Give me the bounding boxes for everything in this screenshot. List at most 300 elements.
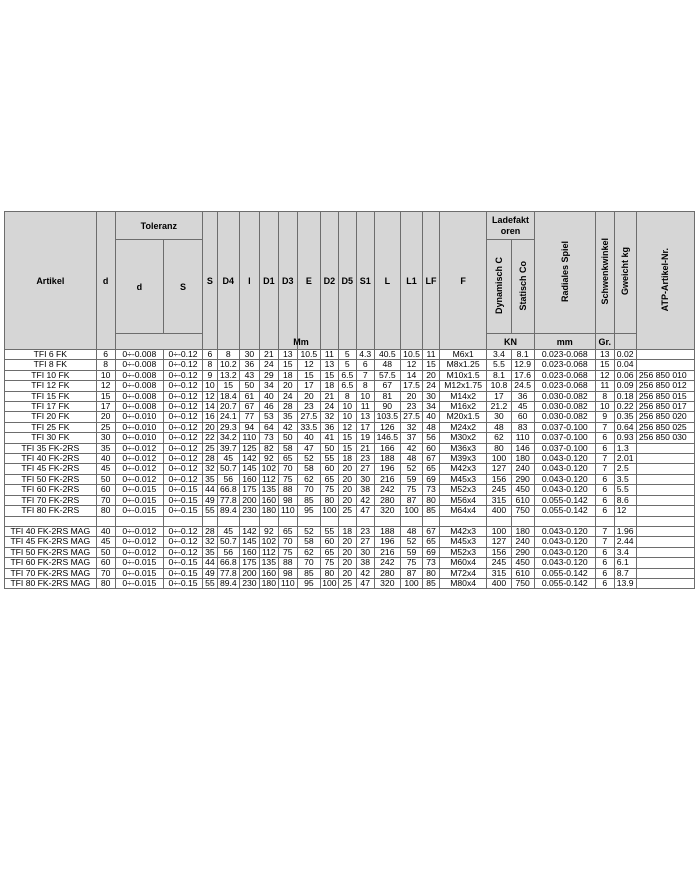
table-row (5, 391, 695, 401)
cell-d: 60 (96, 485, 115, 495)
cell-tol-d: 0÷-0.012 (115, 443, 163, 453)
cell-gewicht: 0.04 (614, 360, 636, 370)
blank-cell (338, 516, 356, 526)
cell-s1: 38 (356, 485, 374, 495)
cell-L: 40.5 (374, 350, 400, 360)
cell-d5: 20 (338, 547, 356, 557)
cell-radiales-spiel: 0.023-0.068 (534, 370, 595, 380)
cell-dynamisch: 315 (487, 568, 511, 578)
cell-f: M6x1 (439, 350, 486, 360)
cell-l: 77 (239, 412, 259, 422)
cell-l1: 75 (400, 558, 422, 568)
cell-s1: 21 (356, 443, 374, 453)
table-body (5, 350, 695, 589)
header-dynamisch: Dynamisch C (487, 240, 511, 334)
cell-e: 85 (297, 568, 320, 578)
cell-tol-d: 0÷-0.008 (115, 350, 163, 360)
cell-atp (636, 485, 694, 495)
cell-atp (636, 474, 694, 484)
cell-dynamisch: 48 (487, 422, 511, 432)
cell-e: 47 (297, 443, 320, 453)
cell-radiales-spiel: 0.043-0.120 (534, 537, 595, 547)
cell-tol-s: 0÷-0.12 (164, 402, 203, 412)
cell-artikel: TFI 45 FK-2RS (5, 464, 97, 474)
header-s: S (203, 212, 218, 350)
cell-statisch: 24.5 (511, 381, 534, 391)
cell-d4: 39.7 (217, 443, 239, 453)
cell-artikel: TFI 25 FK (5, 422, 97, 432)
cell-e: 40 (297, 433, 320, 443)
cell-s: 16 (203, 412, 218, 422)
cell-radiales-spiel: 0.043-0.120 (534, 454, 595, 464)
header-unit-mm-big: Mm (115, 334, 487, 350)
cell-atp (636, 495, 694, 505)
cell-l1: 100 (400, 578, 422, 588)
cell-tol-d: 0÷-0.008 (115, 402, 163, 412)
cell-atp: 256 850 020 (636, 412, 694, 422)
cell-tol-d: 0÷-0.008 (115, 360, 163, 370)
cell-d5: 20 (338, 537, 356, 547)
cell-tol-d: 0÷-0.010 (115, 433, 163, 443)
cell-f: M10x1.5 (439, 370, 486, 380)
cell-f: M12x1.75 (439, 381, 486, 391)
cell-e: 12 (297, 360, 320, 370)
cell-lf: 15 (423, 360, 440, 370)
cell-d1: 180 (259, 578, 278, 588)
cell-statisch: 290 (511, 547, 534, 557)
cell-dynamisch: 100 (487, 526, 511, 536)
cell-statisch: 8.1 (511, 350, 534, 360)
cell-statisch: 12.9 (511, 360, 534, 370)
cell-d1: 40 (259, 391, 278, 401)
cell-l: 142 (239, 526, 259, 536)
cell-l1: 52 (400, 537, 422, 547)
cell-radiales-spiel: 0.055-0.142 (534, 506, 595, 516)
blank-cell (534, 516, 595, 526)
cell-d: 25 (96, 422, 115, 432)
cell-radiales-spiel: 0.030-0.082 (534, 412, 595, 422)
cell-radiales-spiel: 0.037-0.100 (534, 422, 595, 432)
cell-radiales-spiel: 0.043-0.120 (534, 464, 595, 474)
blank-cell (356, 516, 374, 526)
cell-d3: 20 (278, 381, 297, 391)
cell-dynamisch: 8.1 (487, 370, 511, 380)
cell-e: 20 (297, 391, 320, 401)
cell-gewicht: 5.5 (614, 485, 636, 495)
table-row (5, 433, 695, 443)
cell-schwenkwinkel: 10 (595, 402, 614, 412)
cell-atp: 256 850 025 (636, 422, 694, 432)
cell-d1: 73 (259, 433, 278, 443)
header-l1: L1 (400, 212, 422, 350)
cell-d: 50 (96, 474, 115, 484)
cell-tol-s: 0÷-0.12 (164, 381, 203, 391)
table-row (5, 402, 695, 412)
cell-tol-s: 0÷-0.15 (164, 506, 203, 516)
cell-l: 230 (239, 506, 259, 516)
cell-d4: 56 (217, 474, 239, 484)
table-row (5, 506, 695, 516)
blank-cell (96, 516, 115, 526)
cell-tol-s: 0÷-0.15 (164, 495, 203, 505)
blank-cell (439, 516, 486, 526)
cell-d4: 45 (217, 454, 239, 464)
cell-atp (636, 578, 694, 588)
cell-gewicht: 0.35 (614, 412, 636, 422)
spec-table (4, 211, 695, 589)
cell-schwenkwinkel: 6 (595, 547, 614, 557)
cell-e: 52 (297, 526, 320, 536)
cell-d3: 88 (278, 558, 297, 568)
cell-artikel: TFI 40 FK-2RS (5, 454, 97, 464)
cell-l1: 12 (400, 360, 422, 370)
cell-L: 320 (374, 506, 400, 516)
blank-cell (487, 516, 511, 526)
cell-d: 20 (96, 412, 115, 422)
cell-e: 85 (297, 495, 320, 505)
cell-d1: 24 (259, 360, 278, 370)
cell-lf: 11 (423, 350, 440, 360)
cell-artikel: TFI 50 FK-2RS (5, 474, 97, 484)
cell-d5: 25 (338, 578, 356, 588)
cell-radiales-spiel: 0.037-0.100 (534, 443, 595, 453)
cell-f: M30x2 (439, 433, 486, 443)
cell-dynamisch: 100 (487, 454, 511, 464)
cell-atp (636, 568, 694, 578)
cell-e: 10.5 (297, 350, 320, 360)
cell-artikel: TFI 8 FK (5, 360, 97, 370)
cell-lf: 48 (423, 422, 440, 432)
cell-l: 50 (239, 381, 259, 391)
cell-l: 36 (239, 360, 259, 370)
cell-d5: 20 (338, 558, 356, 568)
cell-l1: 23 (400, 402, 422, 412)
cell-s: 20 (203, 422, 218, 432)
cell-f: M36x3 (439, 443, 486, 453)
cell-s: 28 (203, 454, 218, 464)
cell-d3: 75 (278, 547, 297, 557)
cell-d3: 28 (278, 402, 297, 412)
cell-tol-s: 0÷-0.12 (164, 547, 203, 557)
cell-e: 23 (297, 402, 320, 412)
cell-d5: 20 (338, 474, 356, 484)
cell-L: 320 (374, 578, 400, 588)
cell-schwenkwinkel: 6 (595, 474, 614, 484)
cell-d4: 50.7 (217, 537, 239, 547)
cell-gewicht: 1.3 (614, 443, 636, 453)
cell-d2: 18 (320, 381, 338, 391)
cell-tol-s: 0÷-0.12 (164, 464, 203, 474)
cell-artikel: TFI 80 FK-2RS MAG (5, 578, 97, 588)
cell-d2: 75 (320, 558, 338, 568)
cell-d1: 29 (259, 370, 278, 380)
cell-f: M52x3 (439, 485, 486, 495)
cell-s1: 38 (356, 558, 374, 568)
cell-tol-s: 0÷-0.12 (164, 391, 203, 401)
cell-s: 28 (203, 526, 218, 536)
cell-atp (636, 464, 694, 474)
cell-l: 175 (239, 558, 259, 568)
cell-s: 35 (203, 474, 218, 484)
blank-cell (259, 516, 278, 526)
blank-cell (636, 516, 694, 526)
cell-lf: 34 (423, 402, 440, 412)
cell-l: 30 (239, 350, 259, 360)
blank-cell (374, 516, 400, 526)
cell-radiales-spiel: 0.023-0.068 (534, 381, 595, 391)
cell-dynamisch: 21.2 (487, 402, 511, 412)
cell-d5: 20 (338, 568, 356, 578)
cell-d: 35 (96, 443, 115, 453)
blank-cell (278, 516, 297, 526)
cell-l: 145 (239, 464, 259, 474)
cell-L: 103.5 (374, 412, 400, 422)
cell-dynamisch: 127 (487, 464, 511, 474)
cell-d4: 56 (217, 547, 239, 557)
cell-L: 216 (374, 547, 400, 557)
table-row (5, 443, 695, 453)
cell-statisch: 83 (511, 422, 534, 432)
cell-d1: 82 (259, 443, 278, 453)
cell-gewicht: 6.1 (614, 558, 636, 568)
table-row (5, 558, 695, 568)
cell-d3: 35 (278, 412, 297, 422)
cell-d5: 20 (338, 485, 356, 495)
header-L: L (374, 212, 400, 350)
cell-d: 45 (96, 464, 115, 474)
table-row (5, 537, 695, 547)
cell-statisch: 240 (511, 464, 534, 474)
cell-lf: 56 (423, 433, 440, 443)
cell-d: 17 (96, 402, 115, 412)
cell-artikel: TFI 12 FK (5, 381, 97, 391)
cell-d: 60 (96, 558, 115, 568)
cell-schwenkwinkel: 9 (595, 412, 614, 422)
cell-statisch: 240 (511, 537, 534, 547)
table-row (5, 495, 695, 505)
cell-d: 70 (96, 568, 115, 578)
blank-cell (511, 516, 534, 526)
cell-artikel: TFI 50 FK-2RS MAG (5, 547, 97, 557)
header-f: F (439, 212, 486, 350)
cell-l1: 100 (400, 506, 422, 516)
cell-l: 160 (239, 474, 259, 484)
blank-cell (203, 516, 218, 526)
cell-d1: 64 (259, 422, 278, 432)
cell-d3: 88 (278, 485, 297, 495)
header-d3: D3 (278, 212, 297, 350)
cell-e: 70 (297, 485, 320, 495)
cell-l: 175 (239, 485, 259, 495)
cell-L: 67 (374, 381, 400, 391)
header-toleranz: Toleranz (115, 212, 202, 240)
cell-artikel: TFI 60 FK-2RS MAG (5, 558, 97, 568)
cell-d5: 10 (338, 412, 356, 422)
blank-cell (595, 516, 614, 526)
cell-schwenkwinkel: 7 (595, 454, 614, 464)
cell-d: 40 (96, 454, 115, 464)
cell-tol-d: 0÷-0.008 (115, 370, 163, 380)
cell-d4: 66.8 (217, 485, 239, 495)
cell-d4: 10.2 (217, 360, 239, 370)
cell-s: 12 (203, 391, 218, 401)
cell-s1: 23 (356, 526, 374, 536)
cell-d1: 92 (259, 526, 278, 536)
cell-radiales-spiel: 0.055-0.142 (534, 578, 595, 588)
cell-d5: 25 (338, 506, 356, 516)
cell-d4: 20.7 (217, 402, 239, 412)
cell-s1: 8 (356, 381, 374, 391)
cell-statisch: 45 (511, 402, 534, 412)
cell-tol-s: 0÷-0.12 (164, 454, 203, 464)
cell-d4: 8 (217, 350, 239, 360)
cell-f: M45x3 (439, 474, 486, 484)
cell-d4: 13.2 (217, 370, 239, 380)
cell-d3: 18 (278, 370, 297, 380)
cell-lf: 85 (423, 578, 440, 588)
cell-lf: 65 (423, 464, 440, 474)
cell-e: 52 (297, 454, 320, 464)
header-gewicht: Gweicht kg (614, 212, 636, 334)
cell-statisch: 610 (511, 495, 534, 505)
cell-atp (636, 526, 694, 536)
cell-l: 125 (239, 443, 259, 453)
cell-schwenkwinkel: 7 (595, 537, 614, 547)
cell-d2: 50 (320, 443, 338, 453)
cell-e: 27.5 (297, 412, 320, 422)
cell-statisch: 610 (511, 568, 534, 578)
cell-statisch: 110 (511, 433, 534, 443)
cell-d3: 65 (278, 526, 297, 536)
cell-e: 33.5 (297, 422, 320, 432)
header-tol-s: S (164, 240, 203, 334)
cell-d1: 112 (259, 474, 278, 484)
cell-schwenkwinkel: 7 (595, 422, 614, 432)
cell-schwenkwinkel: 8 (595, 391, 614, 401)
cell-d3: 110 (278, 506, 297, 516)
cell-tol-s: 0÷-0.12 (164, 433, 203, 443)
cell-d1: 92 (259, 454, 278, 464)
cell-dynamisch: 127 (487, 537, 511, 547)
cell-d1: 46 (259, 402, 278, 412)
table-row (5, 578, 695, 588)
cell-d: 70 (96, 495, 115, 505)
cell-tol-s: 0÷-0.12 (164, 443, 203, 453)
cell-artikel: TFI 60 FK-2RS (5, 485, 97, 495)
cell-l1: 87 (400, 568, 422, 578)
cell-tol-d: 0÷-0.012 (115, 526, 163, 536)
cell-d2: 60 (320, 464, 338, 474)
cell-d2: 55 (320, 454, 338, 464)
cell-artikel: TFI 70 FK-2RS MAG (5, 568, 97, 578)
cell-dynamisch: 17 (487, 391, 511, 401)
cell-atp (636, 443, 694, 453)
cell-d: 80 (96, 578, 115, 588)
cell-dynamisch: 10.8 (487, 381, 511, 391)
cell-gewicht: 3.5 (614, 474, 636, 484)
cell-d1: 102 (259, 464, 278, 474)
cell-l1: 52 (400, 464, 422, 474)
cell-s: 14 (203, 402, 218, 412)
cell-d2: 32 (320, 412, 338, 422)
table-row (5, 422, 695, 432)
cell-lf: 20 (423, 370, 440, 380)
cell-s: 44 (203, 558, 218, 568)
cell-L: 146.5 (374, 433, 400, 443)
cell-L: 280 (374, 495, 400, 505)
table-row (5, 381, 695, 391)
cell-l: 142 (239, 454, 259, 464)
header-s1: S1 (356, 212, 374, 350)
cell-e: 62 (297, 474, 320, 484)
blank-cell (614, 516, 636, 526)
cell-d3: 42 (278, 422, 297, 432)
cell-schwenkwinkel: 6 (595, 506, 614, 516)
cell-atp (636, 360, 694, 370)
cell-L: 242 (374, 485, 400, 495)
cell-f: M60x4 (439, 558, 486, 568)
cell-artikel: TFI 15 FK (5, 391, 97, 401)
cell-s: 49 (203, 568, 218, 578)
cell-l: 67 (239, 402, 259, 412)
cell-d2: 75 (320, 485, 338, 495)
cell-e: 95 (297, 578, 320, 588)
cell-l: 200 (239, 495, 259, 505)
cell-f: M56x4 (439, 495, 486, 505)
header-tol-d: d (115, 240, 163, 334)
cell-tol-s: 0÷-0.12 (164, 350, 203, 360)
blank-cell (164, 516, 203, 526)
cell-d1: 53 (259, 412, 278, 422)
cell-schwenkwinkel: 6 (595, 568, 614, 578)
cell-s1: 30 (356, 547, 374, 557)
cell-e: 17 (297, 381, 320, 391)
cell-s: 49 (203, 495, 218, 505)
cell-e: 58 (297, 537, 320, 547)
cell-d2: 60 (320, 537, 338, 547)
cell-s1: 10 (356, 391, 374, 401)
table-row (5, 485, 695, 495)
cell-d4: 50.7 (217, 464, 239, 474)
cell-dynamisch: 315 (487, 495, 511, 505)
cell-d5: 18 (338, 454, 356, 464)
cell-atp (636, 537, 694, 547)
cell-schwenkwinkel: 6 (595, 443, 614, 453)
table-row (5, 474, 695, 484)
cell-s: 55 (203, 506, 218, 516)
cell-gewicht: 2.5 (614, 464, 636, 474)
cell-d: 12 (96, 381, 115, 391)
cell-gewicht: 1.96 (614, 526, 636, 536)
cell-lf: 40 (423, 412, 440, 422)
cell-tol-d: 0÷-0.012 (115, 547, 163, 557)
cell-artikel: TFI 6 FK (5, 350, 97, 360)
cell-l1: 59 (400, 547, 422, 557)
cell-d5: 6.5 (338, 381, 356, 391)
cell-radiales-spiel: 0.023-0.068 (534, 350, 595, 360)
cell-L: 188 (374, 454, 400, 464)
table-row (5, 370, 695, 380)
cell-atp (636, 506, 694, 516)
cell-gewicht: 0.06 (614, 370, 636, 380)
cell-s1: 27 (356, 464, 374, 474)
cell-L: 188 (374, 526, 400, 536)
cell-gewicht: 0.22 (614, 402, 636, 412)
cell-d5: 8 (338, 391, 356, 401)
cell-e: 15 (297, 370, 320, 380)
cell-d1: 135 (259, 558, 278, 568)
cell-statisch: 36 (511, 391, 534, 401)
